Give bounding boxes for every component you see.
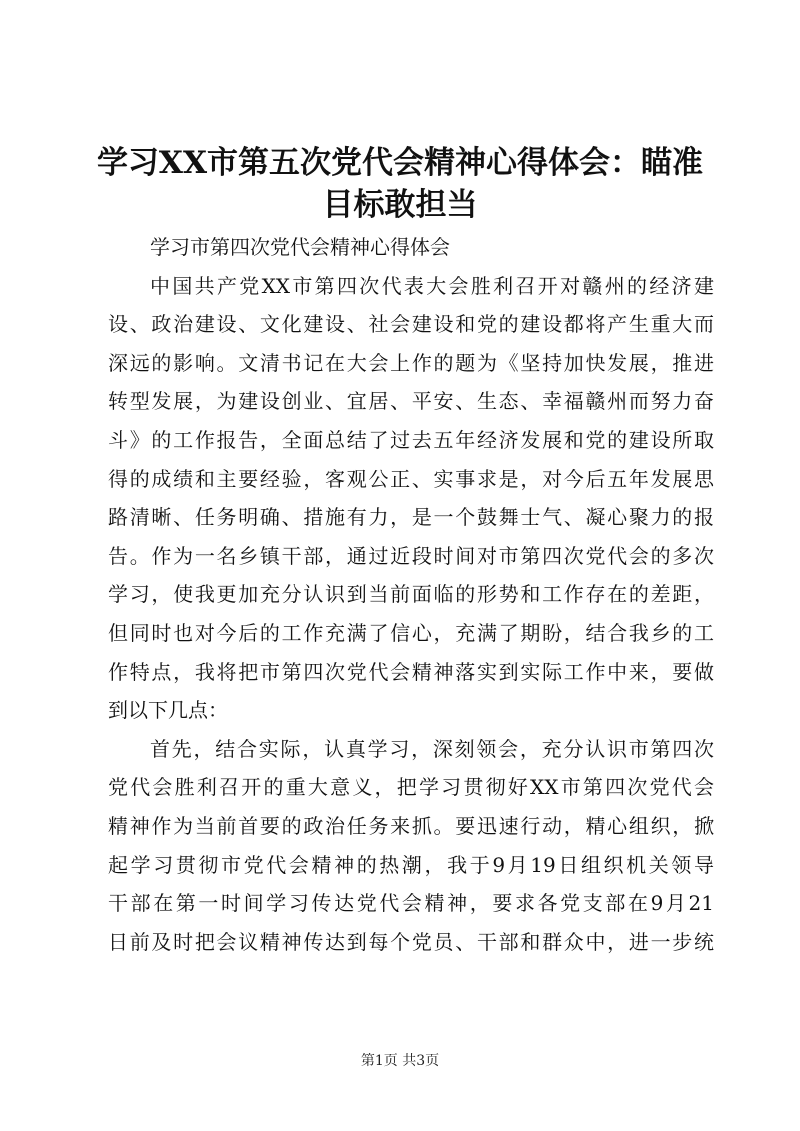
text-line: 深远的影响。文清书记在大会上作的题为《坚持加快发展，推进 <box>108 350 714 375</box>
text-line: 告。作为一名乡镇干部，通过近段时间对市第四次党代会的多次 <box>108 543 714 568</box>
text-line: 党代会胜利召开的重大意义，把学习贯彻好XX市第四次党代会 <box>108 775 714 800</box>
text-line: 精神作为当前首要的政治任务来抓。要迅速行动，精心组织，掀 <box>108 813 714 838</box>
text-line: 学习市第四次党代会精神心得体会 <box>150 235 450 259</box>
document-title <box>90 142 710 226</box>
text-line: 干部在第一时间学习传达党代会精神，要求各党支部在9月21 <box>108 891 714 916</box>
page-number: 第1页 共3页 <box>360 1053 440 1069</box>
text-line: 日前及时把会议精神传达到每个党员、干部和群众中，进一步统 <box>108 929 714 954</box>
text-line: 得的成绩和主要经验，客观公正、实事求是，对今后五年发展思 <box>108 466 714 491</box>
text-line: 设、政治建设、文化建设、社会建设和党的建设都将产生重大而 <box>108 312 714 337</box>
text-line: 但同时也对今后的工作充满了信心，充满了期盼，结合我乡的工 <box>108 620 714 645</box>
text-line: 到以下几点： <box>108 698 228 723</box>
text-line: 学习，使我更加充分认识到当前面临的形势和工作存在的差距， <box>108 582 714 607</box>
text-line: 转型发展，为建设创业、宜居、平安、生态、幸福赣州而努力奋 <box>108 389 714 414</box>
text-line: 首先，结合实际，认真学习，深刻领会，充分认识市第四次 <box>150 736 714 761</box>
text-line: 中国共产党XX市第四次代表大会胜利召开对赣州的经济建 <box>150 273 714 298</box>
text-line: 作特点，我将把市第四次党代会精神落实到实际工作中来，要做 <box>108 659 714 684</box>
title-line-1: 学习XX市第五次党代会精神心得体会：瞄准 <box>96 145 704 181</box>
title-line-2: 目标敢担当 <box>322 187 478 223</box>
text-line: 路清晰、任务明确、措施有力，是一个鼓舞士气、凝心聚力的报 <box>108 505 714 530</box>
document-body <box>108 228 714 961</box>
text-line: 斗》的工作报告，全面总结了过去五年经济发展和党的建设所取 <box>108 427 714 452</box>
text-line: 起学习贯彻市党代会精神的热潮，我于9月19日组织机关领导 <box>108 852 714 877</box>
